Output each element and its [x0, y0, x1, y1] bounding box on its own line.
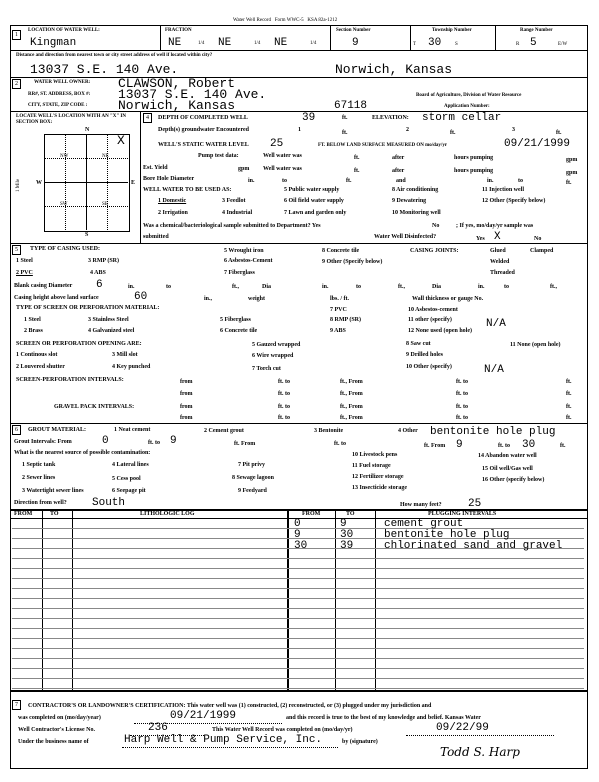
casing-concrete[interactable]: 8 Concrete tile	[322, 248, 360, 254]
log-plug-header: PLUGGING INTERVALS	[428, 511, 497, 517]
cert-date-1: 09/21/1999	[170, 710, 237, 722]
map-grid	[107, 134, 108, 230]
plug-to: 30	[340, 529, 354, 541]
contam-label: What is the nearest source of possible contamination:	[14, 450, 151, 456]
yield-hours: hours pumping	[454, 168, 494, 174]
underline	[406, 735, 554, 736]
gp-ftto-2b: ft. to	[456, 415, 468, 421]
grout-neat[interactable]: 1 Neat cement	[114, 427, 151, 433]
blank-dia-value: 6	[96, 279, 103, 291]
log-rule	[12, 558, 584, 559]
form-title: Water Well Record Form WWC-5 KSA 82a-1212	[233, 18, 338, 23]
plug-from: 9	[294, 529, 301, 541]
divider	[10, 50, 588, 51]
direction-from-well-value: South	[92, 497, 126, 509]
north-label: N	[85, 127, 90, 133]
log-from-header: FROM	[14, 511, 33, 517]
joints-threaded[interactable]: Threaded	[490, 270, 515, 276]
section-2-number: 2	[12, 79, 21, 89]
use-feedlot[interactable]: 3 Feedlot	[222, 198, 246, 204]
gw-label: Depth(s) groundwater Encountered	[158, 127, 250, 133]
log-rule	[12, 658, 584, 659]
grout-label: GROUT MATERIAL:	[28, 427, 86, 433]
west-label: W	[36, 180, 42, 186]
how-many-feet-label: How many feet?	[400, 502, 442, 508]
rr-label: RR#, ST. ADDRESS, BOX #:	[28, 92, 91, 97]
opening-label: SCREEN OR PERFORATION OPENING ARE:	[16, 341, 142, 347]
yield-after: after	[392, 168, 405, 174]
spi-from-2: from	[180, 391, 193, 397]
casing-other[interactable]: 9 Other (Specify below)	[322, 259, 383, 265]
grout-bentonite[interactable]: 3 Bentonite	[314, 428, 344, 434]
owner-city: Norwich, Kansas	[118, 98, 236, 113]
screen-galvanized[interactable]: 4 Galvanized steel	[88, 328, 135, 334]
contam-livestock[interactable]: 10 Livestock pens	[352, 452, 398, 458]
blank-to3: to	[504, 284, 509, 290]
section-box-title: LOCATE WELL'S LOCATION WITH AN "X" IN SECTION BOX:	[16, 114, 126, 125]
plug-desc: bentonite hole plug	[384, 529, 510, 541]
blank-dia: Dia	[262, 284, 271, 290]
divider	[410, 25, 411, 50]
contam-sewer[interactable]: 2 Sewer lines	[22, 475, 56, 481]
spi-ftto-2b: ft. to	[456, 391, 468, 397]
contam-seepage[interactable]: 6 Seepage pit	[112, 488, 146, 494]
bore-to: to	[282, 178, 287, 184]
address-value: 13037 S.E. 140 Ave.	[30, 62, 179, 77]
use-domestic[interactable]: 1 Domestic	[158, 198, 187, 204]
contam-other[interactable]: 16 Other (specify below)	[482, 477, 545, 483]
log-rule	[12, 568, 584, 569]
grout-from-2: 9	[456, 439, 463, 451]
opening-continous[interactable]: 1 Continous slot	[16, 352, 58, 358]
plug-desc: cement grout	[384, 518, 464, 530]
spi-from-1: from	[180, 379, 193, 385]
divider	[10, 111, 588, 112]
gw-3: 3	[512, 127, 515, 133]
chem-sample: ; If yes, mo/day/yr sample was	[456, 223, 534, 229]
use-public[interactable]: 5 Public water supply	[284, 187, 340, 193]
use-label: WELL WATER TO BE USED AS:	[143, 187, 232, 193]
casing-abs[interactable]: 4 ABS	[90, 270, 106, 276]
divider	[10, 77, 588, 78]
use-other[interactable]: 12 Other (Specify below)	[482, 198, 546, 204]
contam-septic[interactable]: 1 Septic tank	[22, 462, 56, 468]
use-monitoring[interactable]: 10 Monitoring well	[392, 210, 441, 216]
opening-torch[interactable]: 7 Torch cut	[252, 366, 281, 372]
use-oilfield[interactable]: 6 Oil field water supply	[284, 198, 344, 204]
grout-ftto-1: ft. to	[148, 440, 160, 446]
screen-other-value: N/A	[486, 318, 506, 330]
contam-lateral[interactable]: 4 Lateral lines	[112, 462, 149, 468]
yield-ww: Well water was	[263, 166, 302, 172]
plug-from: 30	[294, 540, 308, 552]
grout-int-label: Grout Intervals: From	[14, 439, 72, 445]
divider	[10, 423, 588, 424]
joints-glued[interactable]: Glued	[490, 248, 506, 254]
city-label: CITY, STATE, ZIP CODE :	[28, 103, 88, 108]
contam-fuel[interactable]: 11 Fuel storage	[352, 463, 391, 469]
screen-asbestos[interactable]: 10 Asbestos-cement	[408, 307, 458, 313]
how-many-feet-value: 25	[468, 498, 482, 510]
contam-abandon[interactable]: 14 Abandon water well	[478, 453, 537, 459]
pump-ww: Well water was	[263, 153, 302, 159]
bore-in: in.	[248, 178, 255, 184]
plug-to: 39	[340, 540, 354, 552]
pump-gpm: gpm	[566, 157, 578, 163]
spi-ftfrom-1: ft., From	[340, 379, 363, 385]
casing-asbestos[interactable]: 6 Asbestos-Cement	[224, 258, 273, 264]
joints-label: CASING JOINTS:	[410, 248, 459, 254]
use-ac[interactable]: 8 Air conditioning	[392, 187, 439, 193]
owner-label: WATER WELL OWNER:	[34, 80, 91, 85]
blank-in3: in.	[478, 284, 485, 290]
yield-gpm2: gpm	[566, 170, 578, 176]
well-location-mark: X	[117, 133, 125, 148]
county-value: Kingman	[30, 37, 77, 49]
opening-saw[interactable]: 8 Saw cut	[406, 341, 431, 347]
township-label: Township Number	[432, 28, 472, 33]
screen-fiberglass[interactable]: 5 Fiberglass	[220, 317, 251, 323]
depth-label: DEPTH OF COMPLETED WELL	[158, 115, 248, 121]
casing-type-label: TYPE OF CASING USED:	[30, 246, 100, 252]
yield-gpm: gpm	[238, 166, 250, 172]
cert-line-4b: by (signature)	[342, 739, 378, 745]
spi-ftfrom-2: ft., From	[340, 391, 363, 397]
gp-ft-2: ft.	[566, 415, 572, 421]
owner-street: 13037 S.E. 140 Ave.	[118, 87, 267, 102]
divider	[10, 690, 588, 692]
quarter-3: 1/4	[310, 41, 317, 46]
log-to-header: TO	[50, 511, 59, 517]
log-rule	[12, 608, 584, 609]
map-grid	[44, 206, 128, 207]
contam-insecticide[interactable]: 13 Insecticide storage	[352, 485, 407, 491]
spi-label: SCREEN-PERFORATION INTERVALS:	[16, 377, 124, 383]
spi-ftto-1b: ft. to	[456, 379, 468, 385]
cert-line-3b: This Water Well Record was completed on (mo/day/yr)	[212, 727, 353, 733]
screen-other[interactable]: 11 other (specify)	[408, 317, 452, 323]
gp-label: GRAVEL PACK INTERVALS:	[54, 404, 135, 410]
section-4-number: 4	[143, 113, 152, 123]
section-1-number: 1	[12, 30, 21, 40]
blank-dia2: Dia	[432, 284, 441, 290]
contam-oilwell[interactable]: 15 Oil well/Gas well	[482, 466, 533, 472]
ne-label: NE	[102, 154, 109, 159]
screen-concrete[interactable]: 6 Concrete tile	[220, 328, 258, 334]
east-label: E	[131, 180, 136, 186]
pump-ft: ft.	[354, 155, 360, 161]
township-suffix: S	[455, 42, 458, 47]
elevation-value: storm cellar	[422, 112, 502, 124]
direction-label: Distance and direction from nearest town or city street address of well if located within city?	[16, 53, 213, 58]
height-in: in.,	[204, 296, 213, 302]
weight-label: weight	[248, 296, 265, 302]
opening-none[interactable]: 11 None (open hole)	[510, 342, 561, 348]
plug-from: 0	[294, 518, 301, 530]
disinfected-yes[interactable]: Yes	[476, 236, 485, 242]
contam-feedyard[interactable]: 9 Feedyard	[238, 488, 267, 494]
cert-signature: Todd S. Harp	[440, 745, 520, 759]
static-value: 25	[270, 138, 284, 150]
chem-no[interactable]: No	[432, 223, 440, 229]
bore-to2: to	[518, 178, 523, 184]
cert-line-1: CONTRACTOR'S OR LANDOWNER'S CERTIFICATION: This water well was (1) constructed, (2) reconstructed, or (3) plugged under my jurisdiction and	[28, 703, 432, 709]
log-rule	[12, 688, 584, 689]
gw-ft-2: ft.	[450, 130, 456, 136]
opening-drilled[interactable]: 9 Drilled holes	[406, 352, 443, 358]
grout-to-2: 30	[522, 439, 536, 451]
blank-to: to	[166, 284, 171, 290]
disinfected-mark: X	[494, 231, 501, 243]
sw-label: SW	[60, 202, 68, 207]
grout-cement[interactable]: 2 Cement grout	[204, 428, 244, 434]
contam-privy[interactable]: 7 Pit privy	[238, 462, 265, 468]
grout-ft: ft.	[560, 443, 566, 449]
joints-clamped[interactable]: Clamped	[530, 248, 554, 254]
gp-ft-1: ft.	[566, 404, 572, 410]
map-grid	[44, 182, 128, 183]
location-label: LOCATION OF WATER WELL:	[28, 28, 100, 33]
opening-other-value: N/A	[484, 364, 504, 376]
log-rule	[12, 628, 584, 629]
gp-from-1: from	[180, 404, 193, 410]
use-lawn[interactable]: 7 Lawn and garden only	[284, 210, 347, 216]
log-rule	[12, 618, 584, 619]
log-rule	[12, 648, 584, 649]
submitted-label: submitted	[143, 234, 169, 240]
nw-label: NW	[60, 154, 69, 159]
blank-dia-label: Blank casing Diameter	[14, 283, 73, 289]
bore-label: Bore Hole Diameter	[143, 176, 195, 182]
bore-ft2: ft.	[566, 180, 572, 186]
section-7-number: 7	[12, 700, 21, 710]
fraction-label: FRACTION	[165, 28, 192, 33]
blank-to2: to	[356, 284, 361, 290]
app-number-label: Application Number:	[444, 104, 490, 109]
use-injection[interactable]: 11 Injection well	[482, 187, 524, 193]
use-irrigation[interactable]: 2 Irrigation	[158, 210, 188, 216]
range-value: 5	[530, 37, 537, 49]
blank-ft3: ft.,	[550, 284, 557, 290]
opening-mill[interactable]: 3 Mill slot	[112, 352, 138, 358]
section-6-number: 6	[12, 425, 21, 435]
blank-ft: ft.,	[232, 284, 239, 290]
cert-license: 236	[148, 722, 168, 734]
opening-louvered[interactable]: 2 Louvered shutter	[16, 364, 65, 370]
spi-ft-1: ft.	[566, 379, 572, 385]
log-litho-header: LITHOLOGIC LOG	[140, 511, 195, 517]
disinfected-label: Water Well Disinfected?	[374, 234, 437, 240]
casing-wrought[interactable]: 5 Wrought iron	[224, 248, 264, 254]
gp-ftfrom-1: ft., From	[340, 404, 363, 410]
pump-label: Pump test data:	[198, 153, 239, 159]
board-label: Board of Agriculture, Division of Water Resource	[416, 93, 522, 98]
elevation-label: ELEVATION:	[372, 115, 409, 121]
screen-pvc[interactable]: 7 PVC	[330, 307, 347, 313]
log-from2-header: FROM	[302, 511, 321, 517]
screen-abs[interactable]: 9 ABS	[330, 328, 346, 334]
fraction-3: NE	[274, 37, 288, 49]
static-label: WELL'S STATIC WATER LEVEL	[158, 142, 249, 148]
blank-in: in.	[128, 284, 135, 290]
owner-name: CLAWSON, Robert	[118, 76, 236, 91]
screen-type-label: TYPE OF SCREEN OR PERFORATION MATERIAL:	[16, 305, 160, 311]
blank-in2: in.	[322, 284, 329, 290]
opening-gauzed[interactable]: 5 Gauzed wrapped	[252, 342, 301, 348]
opening-key[interactable]: 4 Key punched	[112, 364, 151, 370]
quarter-2: 1/4	[254, 41, 261, 46]
pump-after: after	[392, 155, 405, 161]
range-suffix: E/W	[558, 42, 568, 47]
cert-date-2: 09/22/99	[436, 722, 489, 734]
chem-label: Was a chemical/bacteriological sample submitted to Department? Yes	[143, 223, 321, 229]
range-prefix: R	[516, 42, 520, 47]
gp-from-2: from	[180, 415, 193, 421]
grout-other-value: bentonite hole plug	[430, 426, 556, 438]
township-prefix: T	[413, 42, 417, 47]
screen-brass[interactable]: 2 Brass	[24, 328, 43, 334]
joints-welded[interactable]: Welded	[490, 259, 510, 265]
south-label: S	[85, 232, 89, 238]
divider	[160, 25, 161, 50]
log-rule	[12, 598, 584, 599]
depth-value: 39	[302, 112, 316, 124]
map-grid	[65, 134, 66, 230]
bore-in2: in.	[487, 178, 494, 184]
gp-ftto-1: ft. to	[278, 404, 290, 410]
log-to2-header: TO	[346, 511, 355, 517]
divider	[10, 243, 588, 244]
casing-pvc[interactable]: 2 PVC	[16, 270, 33, 276]
gp-ftfrom-2: ft., From	[340, 415, 363, 421]
disinfected-no[interactable]: No	[534, 236, 542, 242]
screen-steel[interactable]: 1 Steel	[24, 317, 41, 323]
gw-ft-1: ft.	[342, 130, 348, 136]
direction-from-well-label: Direction from well?	[14, 500, 67, 506]
gw-2: 2	[406, 127, 409, 133]
town-value: Norwich, Kansas	[335, 62, 453, 77]
blank-ft2: ft.,	[398, 284, 405, 290]
cert-line-2a: was completed on (mo/day/year)	[18, 715, 101, 721]
owner-zip: 67118	[334, 100, 368, 112]
grout-ftto-3: ft. to	[498, 443, 510, 449]
log-rule	[12, 588, 584, 589]
grout-to-1: 9	[170, 435, 177, 447]
plug-desc: chlorinated sand and gravel	[384, 540, 563, 552]
gw-ft-3: ft.	[556, 130, 562, 136]
yield-ft: ft.	[354, 168, 360, 174]
spi-ft-2: ft.	[566, 391, 572, 397]
log-rule	[12, 578, 584, 579]
static-note: FT. BELOW LAND SURFACE MEASURED ON mo/day/yr	[318, 143, 448, 148]
use-dewatering[interactable]: 9 Dewatering	[392, 198, 427, 204]
log-rule	[12, 678, 584, 679]
divider	[330, 25, 331, 50]
map-grid	[44, 158, 128, 159]
depth-ft: ft.	[342, 115, 348, 121]
mile-label: 1 Mile	[16, 178, 21, 192]
cert-business: Harp Well & Pump Service, Inc.	[124, 734, 323, 746]
divider	[10, 509, 588, 511]
gw-1: 1	[298, 127, 301, 133]
static-date: 09/21/1999	[504, 138, 571, 150]
casing-fiberglass[interactable]: 7 Fiberglass	[224, 270, 255, 276]
cert-line-4a: Under the business name of	[18, 739, 89, 745]
grout-other[interactable]: 4 Other	[398, 428, 418, 434]
fraction-2: NE	[218, 37, 232, 49]
grout-from-1: 0	[102, 435, 109, 447]
section-map[interactable]	[44, 134, 130, 232]
contam-fertilizer[interactable]: 12 Fertilizer storage	[352, 474, 404, 480]
contam-watertight[interactable]: 3 Watertight sewer lines	[22, 488, 84, 494]
opening-other[interactable]: 10 Other (specify)	[406, 364, 452, 370]
log-rule	[12, 638, 584, 639]
weight-lbs: lbs. / ft.	[330, 296, 350, 302]
section-5-number: 5	[12, 245, 21, 255]
grout-ftfrom-2: ft. From	[424, 443, 446, 449]
use-industrial[interactable]: 4 Industrial	[222, 210, 253, 216]
plug-to: 9	[340, 518, 347, 530]
township-value: 30	[428, 37, 442, 49]
grout-ftfrom-1: ft. From	[234, 441, 256, 447]
gp-ftto-2: ft. to	[278, 415, 290, 421]
pump-hours: hours pumping	[454, 155, 494, 161]
contam-lagoon[interactable]: 8 Sewage lagoon	[232, 475, 274, 481]
range-label: Range Number	[520, 28, 553, 33]
contam-cess[interactable]: 5 Cess pool	[112, 476, 141, 482]
cert-line-2b: and this record is true to the best of my knowledge and belief. Kansas Water	[286, 715, 481, 721]
cert-line-3a: Well Contractor's License No.	[18, 727, 95, 733]
screen-none[interactable]: 12 None used (open hole)	[408, 328, 473, 334]
gp-ftto-1b: ft. to	[456, 404, 468, 410]
wall-label: Wall thickness or gauge No.	[412, 296, 484, 302]
spi-ftto-2: ft. to	[278, 391, 290, 397]
fraction-1: NE	[168, 37, 182, 49]
yield-label: Est. Yield	[143, 165, 168, 171]
height-value: 60	[134, 291, 148, 303]
screen-rmp[interactable]: 8 RMP (SR)	[330, 317, 361, 323]
screen-stainless[interactable]: 3 Stainless Steel	[88, 317, 129, 323]
divider	[495, 25, 496, 50]
casing-steel[interactable]: 1 Steel	[16, 258, 33, 264]
height-label: Casing height above land surface	[14, 295, 99, 301]
opening-wire[interactable]: 6 Wire wrapped	[252, 353, 294, 359]
log-rule	[12, 668, 584, 669]
casing-rmp[interactable]: 3 RMP (SR)	[88, 258, 119, 264]
underline	[122, 747, 338, 748]
spi-ftto-1: ft. to	[278, 379, 290, 385]
section-number-label: Section Number	[336, 28, 371, 33]
se-label: SE	[102, 202, 108, 207]
bore-ft: ft.	[346, 178, 352, 184]
bore-and: and	[396, 178, 406, 184]
section-value: 9	[352, 37, 359, 49]
divider	[140, 111, 141, 243]
quarter-1: 1/4	[198, 41, 205, 46]
grout-ftto-2: ft. to	[334, 441, 346, 447]
